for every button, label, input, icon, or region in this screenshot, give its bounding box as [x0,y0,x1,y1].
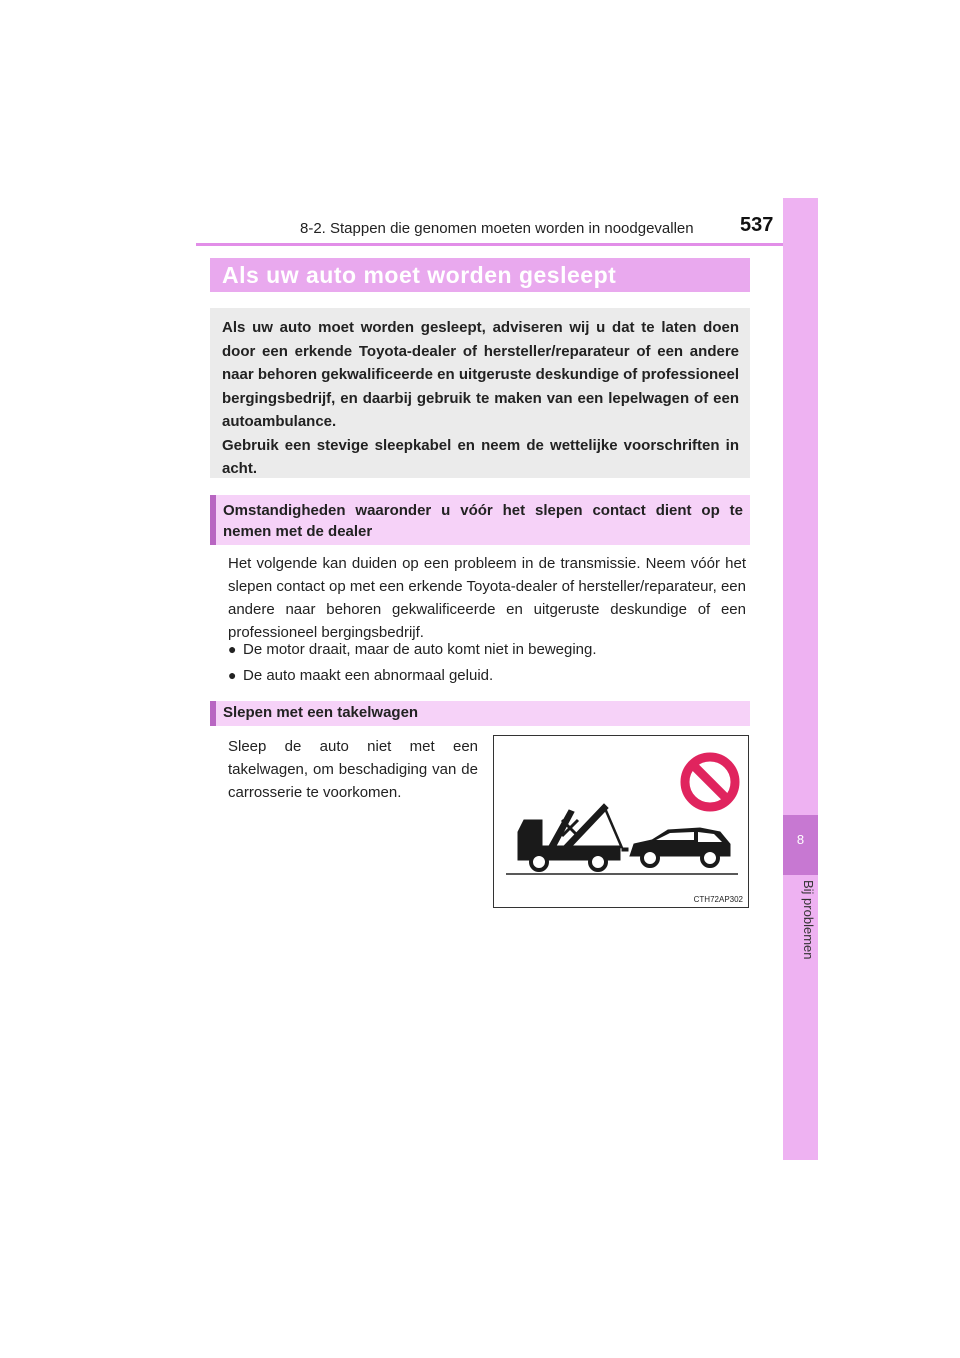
section-heading-bar [210,258,750,292]
prohibition-icon [685,757,735,807]
header-section-title: 8-2. Stappen die genomen moeten worden in noodgevallen [300,220,694,237]
list-item-text: De auto maakt een abnormaal geluid. [243,667,494,684]
figure-code: CTH72AP302 [693,895,743,904]
chapter-number: 8 [796,832,805,847]
subsection-heading: Omstandigheden waaronder u vóór het slepen contact dient op te nemen met de dealer [223,502,743,540]
tow-truck-illustration [493,735,749,908]
list-item [228,641,597,658]
header-divider [196,243,818,246]
bullet-icon: ● [228,667,237,683]
subsection-accent-bar [210,701,216,726]
page-number: 537 [740,214,774,236]
intro-paragraph: Gebruik een stevige sleepkabel en neem de wettelijke voorschriften in acht. [222,436,739,477]
intro-paragraph: Als uw auto moet worden gesleept, adviseren wij u dat te laten doen door een erkende Toyota-dealer of hersteller/reparateur of een andere naar behoren gekwalificeerde en uitgeruste deskundige of professioneel bergingsbedrijf, en daarbij gebruik te maken van een lepelwagen of een autoambulance. [222,319,739,430]
subsection-heading: Slepen met een takelwagen [223,704,419,721]
towed-car-icon [630,828,730,866]
subsection-heading-bar [210,495,750,545]
tow-truck-drawing [494,736,750,909]
subsection-accent-bar [210,495,216,545]
subsection-heading-bar [210,701,750,726]
section-heading: Als uw auto moet worden gesleept [222,262,617,288]
list-item [228,667,493,684]
list-item-text: De motor draait, maar de auto komt niet in beweging. [243,641,597,658]
chapter-label: Bij problemen [801,880,816,960]
body-paragraph: Sleep de auto niet met een takelwagen, om beschadiging van de carrosserie te voorkomen. [228,738,478,801]
tow-truck-icon [518,804,628,870]
body-paragraph: Het volgende kan duiden op een probleem in de transmissie. Neem vóór het slepen contact op met een erkende Toyota-dealer of hersteller/reparateur, een andere naar behoren gekwalificeerde en uitgeruste deskundige of een professioneel bergingsbedrijf. [228,555,746,641]
bullet-icon: ● [228,641,237,657]
intro-box [210,308,750,478]
chapter-side-strip [783,198,818,1160]
